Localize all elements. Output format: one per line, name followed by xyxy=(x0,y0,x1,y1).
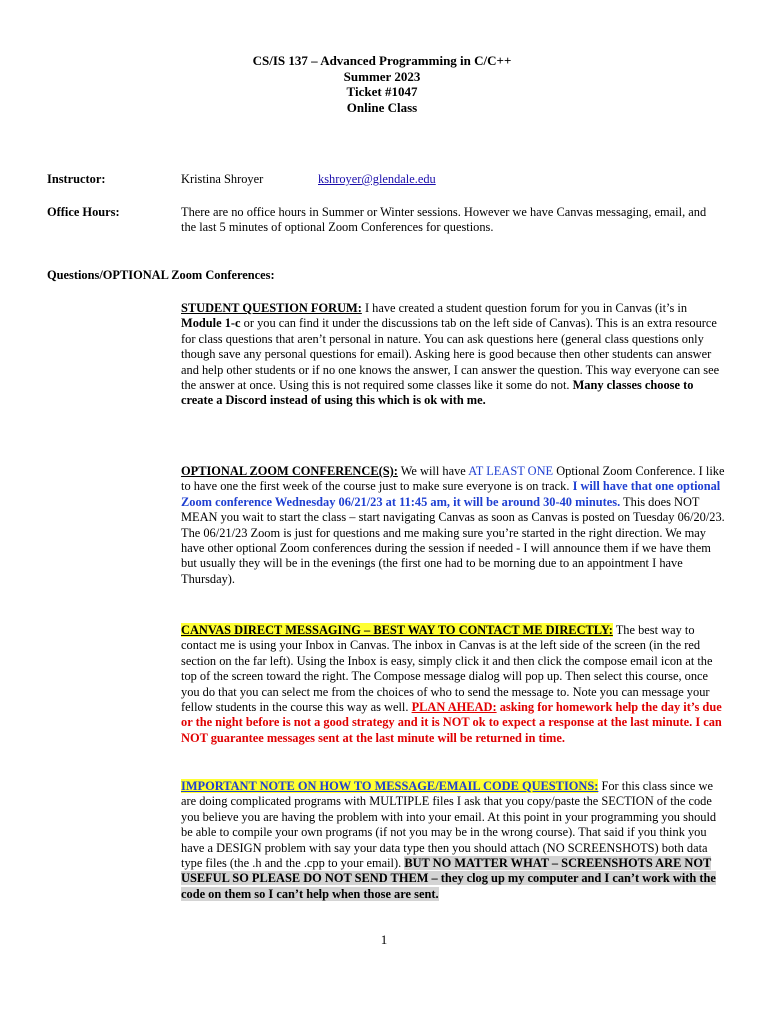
zoom-schedule: I will have that one optional Zoom conference Wednesday 06/21/23 at 11:45 am, it will be around 30-40 minutes. xyxy=(181,479,721,509)
forum-text-1: I have created a student question forum for you in Canvas (it’s in xyxy=(361,301,688,315)
forum-bold-end: Many classes choose to create a Discord instead of using this which is ok with me. xyxy=(181,378,694,408)
course-format: Online Class xyxy=(346,99,418,115)
note-text-1: For this class since we are doing complicated programs with MULTIPLE files I ask that you copy/paste the SECTION of the code you believe you are having the problem with into your email. At this point in your programming you should be able to compile your own programs (if not you may be in the wrong course). That said if you think you have a DESIGN problem with say your data type then you should attach (NO SCREENSHOTS) both data type files (the .h and the .cpp to your email). xyxy=(181,779,717,871)
zoom-at-least-one: AT LEAST ONE xyxy=(468,464,554,478)
forum-module: Module 1-c xyxy=(181,316,241,331)
zoom-text-2: Optional Zoom Conference. I like to have one the first week of the course just to make sure everyone is on track. xyxy=(181,464,725,494)
course-title: CS/IS 137 – Advanced Programming in C/C++ xyxy=(252,53,512,68)
student-question-forum-section xyxy=(181,301,726,409)
zoom-text-1: We will have xyxy=(397,464,469,478)
canvas-red-text: asking for homework help the day it’s due or the night before is not a good strategy and it is NOT ok to expect a response at the last minute. I can NOT guarantee messages sent at the last minute will be returned in time. xyxy=(181,700,722,745)
forum-title: STUDENT QUESTION FORUM: xyxy=(181,301,362,315)
note-gray-bold: BUT NO MATTER WHAT – SCREENSHOTS ARE NOT USEFUL SO PLEASE DO NOT SEND THEM – they clog up my computer and I can’t work with the code on them so I can’t help when those are sent. xyxy=(181,856,716,901)
canvas-title: CANVAS DIRECT MESSAGING – BEST WAY TO CONTACT ME DIRECTLY: xyxy=(181,623,613,637)
code-questions-note-section xyxy=(181,779,726,902)
canvas-messaging-section xyxy=(181,623,726,746)
office-hours-text: There are no office hours in Summer or Winter sessions. However we have Canvas messaging, email, and the last 5 minutes of optional Zoom Conferences for questions. xyxy=(181,205,707,235)
optional-zoom-section xyxy=(181,464,726,587)
questions-heading: Questions/OPTIONAL Zoom Conferences: xyxy=(47,268,275,282)
office-hours-label: Office Hours: xyxy=(47,205,120,219)
course-term: Summer 2023 xyxy=(343,68,421,84)
canvas-plan-ahead: PLAN AHEAD: xyxy=(411,700,497,715)
zoom-text-3: This does NOT MEAN you wait to start the class – start navigating Canvas as soon as Canvas is posted on Tuesday 06/20/23. The 06/21/23 Zoom is just for questions and me making sure you’re started in the right direction. We may have other optional Zoom conferences during the session if needed - I will announce them if we have them but usually they will be in the evenings (the first one had to be morning due to an appointment I have Thursday). xyxy=(181,494,725,586)
course-header xyxy=(0,53,768,115)
canvas-text-1: The best way to contact me is using your Inbox in Canvas. The inbox in Canvas is at the left side of the screen (in the red section on the far left). Using the Inbox is easy, simply click it and then click the compose email icon at the top of the screen toward the right. The Compose message dialog will pop up. Then select this course, once you do that you can select me from the choices of who to send the message to. Note you can message your fellow students in the course this way as well. xyxy=(181,623,713,715)
instructor-email-link[interactable]: kshroyer@glendale.edu xyxy=(318,172,436,186)
zoom-title: OPTIONAL ZOOM CONFERENCE(S): xyxy=(181,464,398,478)
note-title: IMPORTANT NOTE ON HOW TO MESSAGE/EMAIL CODE QUESTIONS: xyxy=(181,779,599,793)
course-ticket: Ticket #1047 xyxy=(346,84,418,99)
page-number: 1 xyxy=(380,932,388,947)
instructor-label: Instructor: xyxy=(47,172,106,186)
instructor-name: Kristina Shroyer xyxy=(181,172,264,186)
forum-text-2: or you can find it under the discussions tab on the left side of Canvas). This is an extra resource for class questions that aren’t personal in nature. You can ask questions here (general class questions only though save any personal questions for email). Asking here is good because then other students can answer and help other students or if no one knows the answer, I can answer the question. This way everyone can see the answer at once. Using this is not required some classes like it some do not. xyxy=(181,316,720,393)
